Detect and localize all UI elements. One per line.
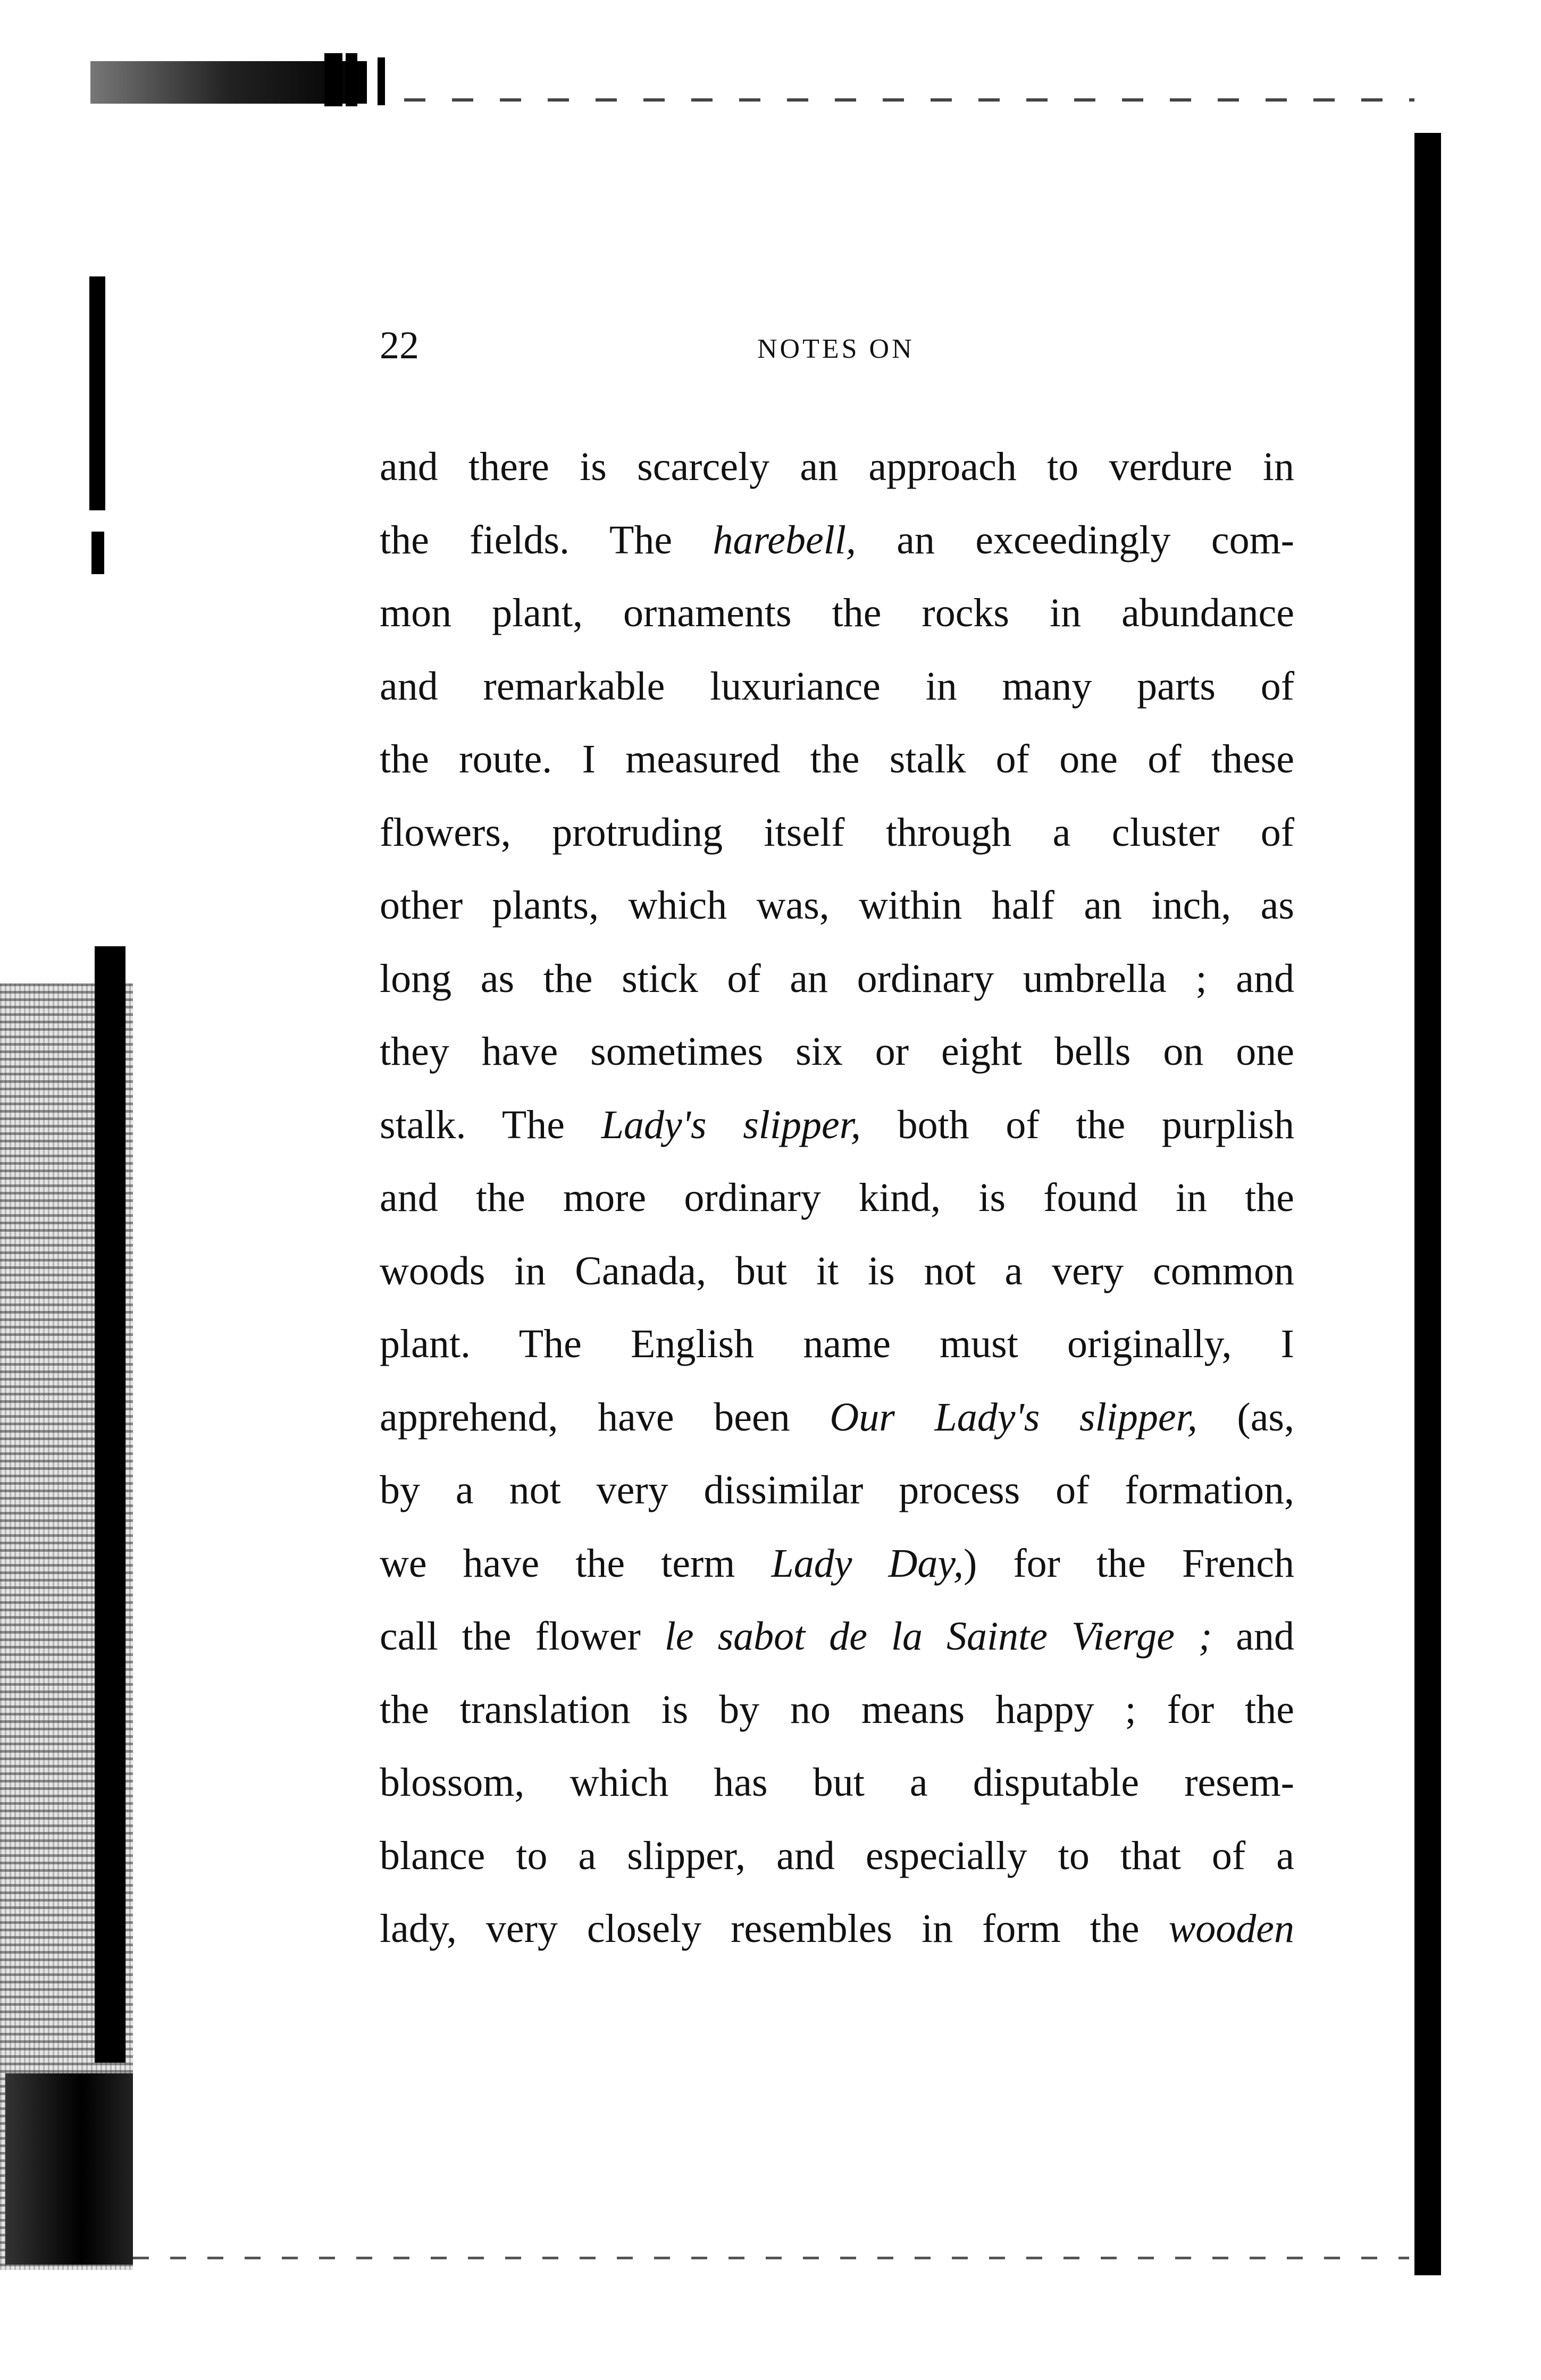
text-run: and the more ordinary kind, is found in the	[380, 1175, 1294, 1220]
italic-text: Lady Day,	[771, 1541, 964, 1586]
scan-artifact-right-edge	[1414, 133, 1441, 2275]
text-line	[380, 431, 1294, 504]
text-run: and there is scarcely an approach to verdure in	[380, 444, 1294, 489]
scan-artifact-bottom-dash	[133, 2257, 1409, 2259]
text-line	[380, 1527, 1294, 1601]
scan-artifact-top-tick	[346, 53, 357, 106]
text-line	[380, 1820, 1294, 1893]
text-line	[380, 1235, 1294, 1308]
text-run: by a not very dissimilar process of formation,	[380, 1468, 1294, 1512]
text-line	[380, 1089, 1294, 1162]
text-line	[380, 1308, 1294, 1381]
italic-text: Our Lady's slipper,	[830, 1394, 1197, 1440]
text-run: mon plant, ornaments the rocks in abundance	[380, 591, 1294, 635]
text-run: an exceedingly com-	[856, 517, 1294, 562]
page-number: 22	[380, 324, 419, 367]
text-run: lady, very closely resembles in form the	[380, 1906, 1169, 1951]
scan-artifact-left-bar	[5, 2073, 133, 2265]
text-run: flowers, protruding itself through a cluster of	[380, 810, 1294, 855]
text-line	[380, 1162, 1294, 1235]
scan-artifact-top-tick	[378, 57, 385, 105]
italic-text: Lady's slipper,	[601, 1102, 861, 1147]
text-run: long as the stick of an ordinary umbrella ; and	[380, 956, 1294, 1001]
text-line	[380, 504, 1294, 577]
text-run: we have the term	[380, 1541, 772, 1586]
text-line	[380, 943, 1294, 1016]
text-run: stalk. The	[380, 1102, 601, 1147]
text-run: (as,	[1197, 1394, 1295, 1440]
text-run: and	[1212, 1614, 1295, 1659]
text-line	[380, 1600, 1294, 1673]
text-line	[380, 869, 1294, 943]
text-run: and remarkable luxuriance in many parts of	[380, 663, 1294, 709]
text-run: blossom, which has but a disputable resem-	[380, 1760, 1294, 1805]
text-run: apprehend, have been	[380, 1394, 830, 1440]
text-run: they have sometimes six or eight bells on one	[380, 1029, 1294, 1074]
body-text	[380, 431, 1294, 1966]
text-run: the fields. The	[380, 517, 713, 562]
italic-text: wooden	[1168, 1906, 1294, 1951]
page-header: NOTES ON	[757, 334, 915, 364]
text-line	[380, 1381, 1294, 1454]
italic-text: le sabot de la Sainte Vierge ;	[664, 1614, 1212, 1659]
text-line	[380, 723, 1294, 796]
scan-artifact-top-dash	[404, 98, 1414, 102]
text-run: both of the purplish	[860, 1102, 1294, 1147]
text-run: plant. The English name must originally, I	[380, 1322, 1294, 1366]
text-line	[380, 577, 1294, 650]
scan-artifact-left-bar	[95, 946, 125, 2063]
text-run: the translation is by no means happy ; for the	[380, 1687, 1294, 1732]
text-line	[380, 1015, 1294, 1089]
text-line	[380, 796, 1294, 870]
text-line	[380, 1454, 1294, 1527]
text-run: ) for the French	[963, 1541, 1294, 1586]
running-head	[380, 319, 1294, 372]
scan-artifact-left-bar	[89, 276, 105, 510]
text-run: other plants, which was, within half an inch, as	[380, 883, 1294, 928]
text-line	[380, 1746, 1294, 1820]
text-run: blance to a slipper, and especially to that of a	[380, 1833, 1294, 1878]
text-line	[380, 1893, 1294, 1966]
scan-artifact-top-tick	[324, 53, 342, 106]
text-run: call the flower	[380, 1614, 665, 1659]
text-run: the route. I measured the stalk of one of these	[380, 737, 1294, 781]
scan-artifact-left-bar	[91, 532, 104, 574]
text-run: woods in Canada, but it is not a very common	[380, 1248, 1294, 1293]
italic-text: harebell,	[713, 517, 856, 562]
text-line	[380, 1673, 1294, 1747]
text-line	[380, 650, 1294, 724]
